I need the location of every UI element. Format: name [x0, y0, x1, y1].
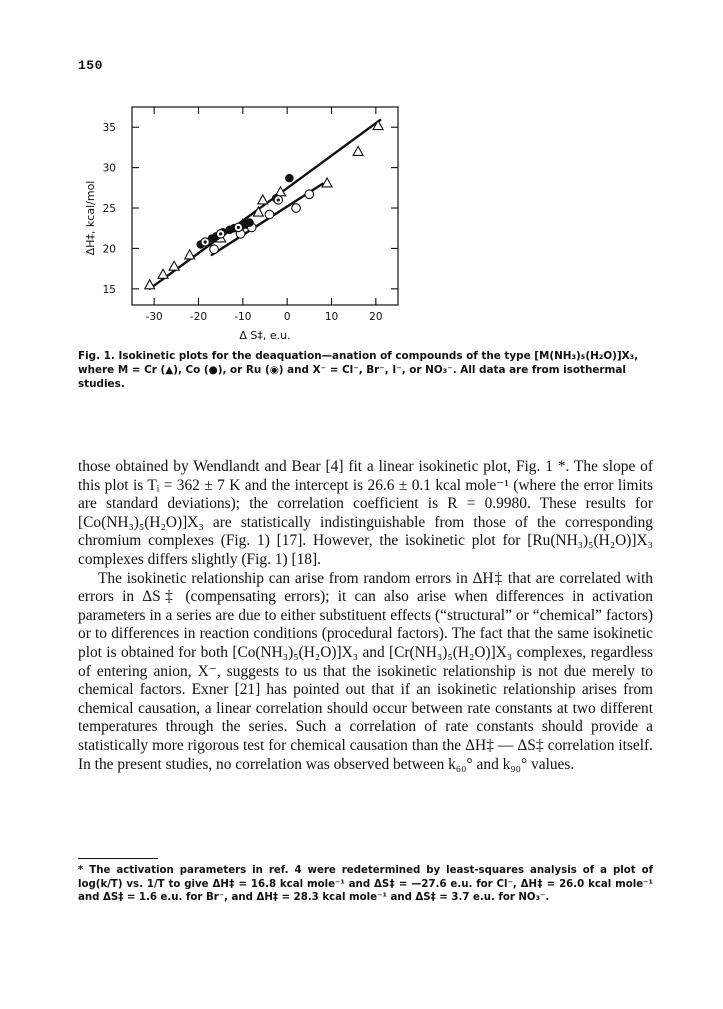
- data-point-dot-center: [237, 226, 240, 229]
- body-text: [78, 458, 653, 774]
- isokinetic-plot: [70, 95, 410, 345]
- data-point-dot-center: [277, 198, 280, 201]
- y-tick-label: 20: [102, 243, 116, 256]
- data-point-open-circle: [305, 190, 314, 199]
- x-tick-label: -30: [145, 311, 163, 323]
- y-tick-label: 35: [102, 122, 116, 135]
- y-tick-label: 15: [102, 283, 116, 296]
- data-point-triangle: [353, 146, 363, 155]
- data-point-open-circle: [210, 245, 219, 254]
- data-point-dot-center: [219, 232, 222, 235]
- paragraph-2: The isokinetic relationship can arise from random errors in ΔH‡ that are correlated with errors in ΔS‡ (compensating errors); it can also arise when differences in activation parameters in a series are due to either substituent effects (“structural” or “chemical” factors) or to differences in reaction conditions (procedural factors). The fact that the same isokinetic plot is obtained for both [Co(NH₃)₅(H₂O)]X₃ and [Cr(NH₃)₅(H₂O)]X₃ complexes, regardless of entering anion, X⁻, suggests to us that the isokinetic relationship is not due merely to chemical factors. Exner [21] has pointed out that if an isokinetic relationship arises from chemical causation, a linear correlation should occur between rate constants at two different temperatures through the series. Such a correlation of rate constants should provide a statistically more rigorous test for chemical causation than the ΔH‡ — ΔS‡ correlation itself. In the present studies, no correlation was observed between k₆₀° and k₉₀° values.: [78, 569, 653, 773]
- data-point-triangle: [169, 261, 179, 270]
- data-point-open-circle: [265, 210, 274, 219]
- x-tick-label: 0: [283, 311, 291, 323]
- data-point-filled-circle: [286, 174, 294, 182]
- figure-caption: Fig. 1. Isokinetic plots for the deaquation—anation of compounds of the type [M(NH₃)₅(H₂O)]X₃, where M = Cr (▲), Co (●), or Ru (◉) and X⁻ = Cl⁻, Br⁻, I⁻, or NO₃⁻. All data are from isothermal studies.: [78, 350, 639, 390]
- y-tick-label: 30: [102, 162, 116, 175]
- data-point-open-circle: [292, 204, 301, 213]
- y-tick-label: 25: [102, 203, 116, 216]
- x-tick-label: 20: [369, 311, 383, 323]
- x-axis-label: Δ S‡, e.u.: [239, 329, 291, 342]
- data-point-dot-center: [204, 240, 207, 243]
- y-axis-label: ΔH‡, kcal/mol: [84, 180, 97, 256]
- x-tick-label: -10: [234, 311, 252, 323]
- data-point-triangle: [145, 280, 155, 289]
- data-point-triangle: [258, 195, 268, 204]
- x-tick-label: -20: [189, 311, 208, 323]
- data-point-triangle: [185, 250, 195, 259]
- footnote-rule: [78, 858, 158, 859]
- data-point-filled-circle: [246, 219, 254, 227]
- isokinetic-figure: [70, 95, 410, 345]
- data-point-triangle: [158, 269, 168, 278]
- data-point-triangle: [322, 178, 332, 187]
- paragraph-1: those obtained by Wendlandt and Bear [4] fit a linear isokinetic plot, Fig. 1 *. The slope of this plot is Tᵢ = 362 ± 7 K and the intercept is 26.6 ± 0.1 kcal mole⁻¹ (where the error limits are standard deviations); the correlation coefficient is R = 0.9980. These results for [Co(NH₃)₅(H₂O)]X₃ are statistically indistinguishable from those of the corresponding chromium complexes (Fig. 1) [17]. However, the isokinetic plot for [Ru(NH₃)₅(H₂O)]X₃ complexes differs slightly (Fig. 1) [18].: [78, 458, 653, 568]
- x-tick-label: 10: [324, 311, 339, 323]
- footnote: * The activation parameters in ref. 4 were redetermined by least-squares analysis of a plot of log(k/T) vs. 1/T to give ΔH‡ = 16.8 kcal mole⁻¹ and ΔS‡ = —27.6 e.u. for Cl⁻, ΔH‡ = 26.0 kcal mole⁻¹ and ΔS‡ = 1.6 e.u. for Br⁻, and ΔH‡ = 28.3 kcal mole⁻¹ and ΔS‡ = 3.7 e.u. for NO₃⁻.: [78, 865, 653, 903]
- page-number: 150: [78, 58, 103, 73]
